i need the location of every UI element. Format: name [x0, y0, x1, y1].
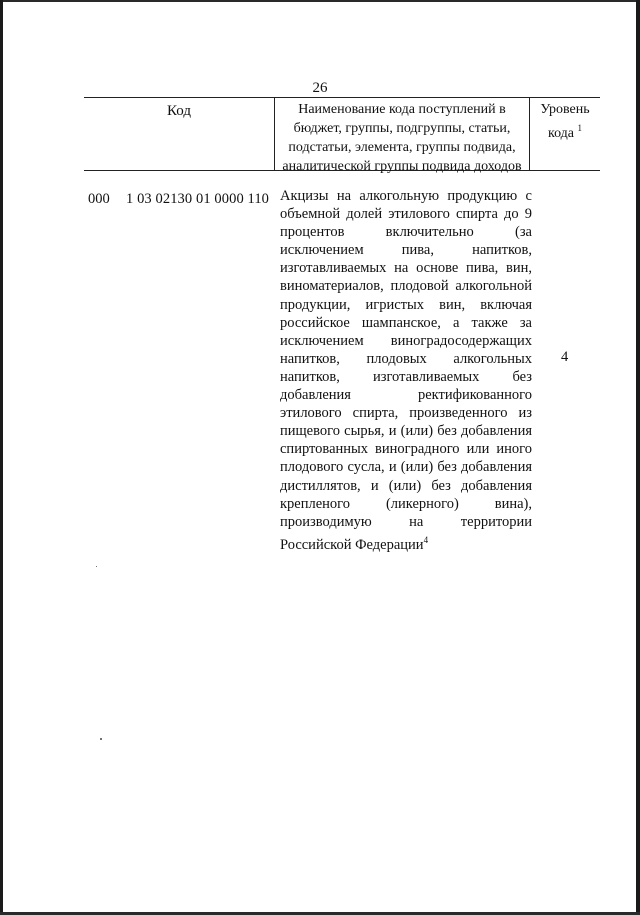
scan-edge-left: [0, 0, 3, 915]
description-line: объемной долей этилового спирта до 9: [280, 206, 532, 223]
scan-speck: [100, 738, 102, 740]
description-line: виноматериалов, плодовой алкогольной: [280, 278, 532, 295]
description-line: напитков, плодовых алкогольных: [280, 350, 532, 367]
scan-edge-top: [0, 0, 640, 2]
description-line: исключением пива, напитков,: [280, 242, 532, 259]
description-line: продукции, игристых вин, включая: [280, 296, 532, 313]
header-level-label-2: [530, 119, 600, 143]
header-level-word: кода: [547, 126, 575, 141]
revenue-description: [280, 187, 532, 554]
description-line: добавления ректификованного: [280, 387, 532, 404]
description-line: напитков, изготавливаемых без: [280, 368, 532, 385]
description-line: дистиллятов, и (или) без добавления: [280, 477, 532, 494]
scan-edge-right: [636, 0, 640, 915]
description-line: этилового спирта, произведенного из: [280, 405, 532, 422]
description-line: исключением виноградосодержащих: [280, 332, 532, 349]
description-line: Акцизы на алкогольную продукцию с: [280, 188, 532, 204]
header-code-label: Код: [167, 103, 191, 119]
description-line: плодового сусла, и (или) без добавления: [280, 459, 532, 476]
description-line: изготавливаемых на основе пива, вин,: [280, 260, 532, 277]
description-line-last: [280, 531, 532, 554]
footnote-ref: 4: [423, 534, 429, 545]
table-header: [84, 97, 600, 174]
header-level-label: Уровень: [540, 102, 590, 117]
description-line: Российской Федерации: [280, 536, 424, 553]
description-line: процентов включительно (за: [280, 224, 532, 241]
admin-code: 000: [88, 191, 110, 207]
header-name-line: Наименование кода поступлений в: [298, 102, 506, 117]
header-name-line: бюджет, группы, подгруппы, статьи,: [293, 121, 511, 136]
description-line: спиртованных виноградного или иного: [280, 441, 532, 458]
footnote-ref: 1: [577, 123, 583, 133]
description-line: крепленого (ликерного) вина),: [280, 495, 532, 512]
budget-code: 1 03 02130 01 0000 110: [126, 191, 270, 207]
header-name-line: подстатьи, элемента, группы подвида,: [288, 140, 516, 155]
description-line: производимую на территории: [280, 513, 532, 530]
header-level-cell: [530, 98, 600, 170]
description-line: российское шампанское, а также за: [280, 314, 532, 331]
description-line: пищевого сырья, и (или) без добавления: [280, 423, 532, 440]
header-code-cell: [84, 98, 274, 170]
page-number: 26: [312, 80, 328, 96]
header-name-cell: [274, 98, 530, 174]
scan-speck: [96, 566, 97, 567]
code-level: 4: [561, 349, 569, 365]
header-name-line: аналитической группы подвида доходов: [282, 159, 522, 174]
